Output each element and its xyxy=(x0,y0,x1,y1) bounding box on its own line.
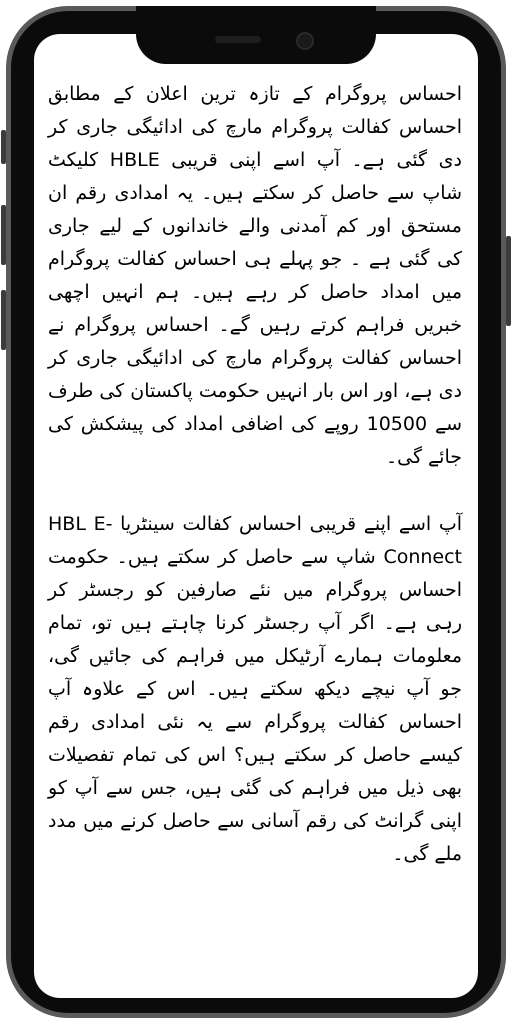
mute-switch xyxy=(1,130,6,164)
power-button xyxy=(506,236,511,326)
speaker-grille xyxy=(215,36,261,43)
article-body xyxy=(48,78,462,871)
volume-up-button xyxy=(1,205,6,265)
notch xyxy=(136,6,376,64)
phone-screen xyxy=(34,34,478,998)
volume-down-button xyxy=(1,290,6,350)
front-camera-icon xyxy=(296,32,314,50)
article-paragraph-1: احساس پروگرام کے تازہ ترین اعلان کے مطابق احساس کفالت پروگرام مارچ کی ادائیگی جاری کر دی گئی ہے۔ آپ اسے اپنی قریبی HBLE کلیکٹ شاپ سے حاصل کر سکتے ہیں۔ یہ امدادی رقم ان مستحق اور کم آمدنی والے خاندانوں کے لیے جاری کی گئی ہے ۔ جو پہلے ہی احساس کفالت پروگرام میں امداد حاصل کر رہے ہیں۔ ہم انہیں اچھی خبریں فراہم کرتے رہیں گے۔ احساس پروگرام نے احساس کفالت پروگرام مارچ کی ادائیگی جاری کر دی ہے، اور اس بار انہیں حکومت پاکستان کی طرف سے 10500 روپے کی اضافی امداد کی پیشکش کی جائے گی۔ xyxy=(48,83,463,468)
article-paragraph-2: آپ اسے اپنے قریبی احساس کفالت سینٹریا HBL E-Connect شاپ سے حاصل کر سکتے ہیں۔ حکومت احساس پروگرام میں نئے صارفین کو رجسٹر کر رہی ہے۔ اگر آپ رجسٹر کرنا چاہتے ہیں تو، تمام معلومات ہمارے آرٹیکل میں فراہم کی جائیں گی، جو آپ نیچے دیکھ سکتے ہیں۔ اس کے علاوہ آپ احساس کفالت پروگرام سے یہ نئی امدادی رقم کیسے حاصل کر سکتے ہیں؟ اس کی تمام تفصیلات بھی ذیل میں فراہم کی گئی ہیں، جس سے آپ کو اپنی گرانٹ کی رقم آسانی سے حاصل کرنے میں مدد ملے گی۔ xyxy=(48,513,462,865)
